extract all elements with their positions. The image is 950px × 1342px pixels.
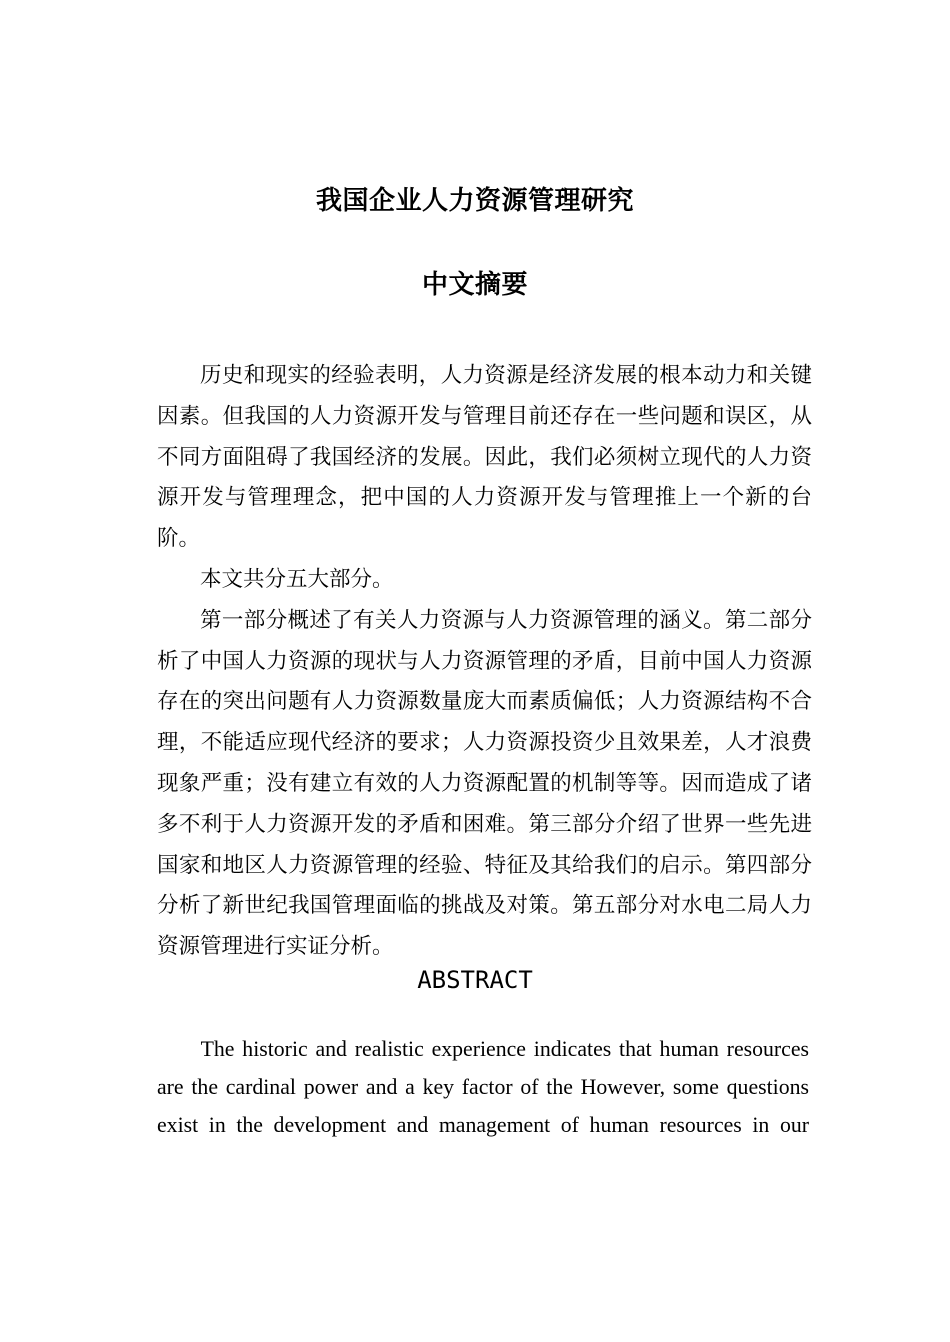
chinese-abstract-paragraph: 历史和现实的经验表明，人力资源是经济发展的根本动力和关键因素。但我国的人力资源开发与管理目前还存在一些问题和误区，从不同方面阻碍了我国经济的发展。因此，我们必须树立现代的人力资源开发与管理理念，把中国的人力资源开发与管理推上一个新的台阶。 (157, 363, 812, 552)
chinese-abstract-body (157, 356, 812, 968)
chinese-abstract-paragraph: 本文共分五大部分。 (200, 566, 394, 592)
chinese-abstract-heading: 中文摘要 (421, 270, 528, 300)
english-abstract-paragraph: The historic and realistic experience indicates that human resources are the cardinal power and a key factor of the However, some questions exist in the development and management of human resources in our (157, 1037, 809, 1137)
english-abstract-heading: ABSTRACT (417, 966, 533, 994)
chinese-abstract-paragraph: 第一部分概述了有关人力资源与人力资源管理的涵义。第二部分析了中国人力资源的现状与人力资源管理的矛盾，目前中国人力资源存在的突出问题有人力资源数量庞大而素质偏低；人力资源结构不合理，不能适应现代经济的要求；人力资源投资少且效果差，人才浪费现象严重；没有建立有效的人力资源配置的机制等等。因而造成了诸多不利于人力资源开发的矛盾和困难。第三部分介绍了世界一些先进国家和地区人力资源管理的经验、特征及其给我们的启示。第四部分分析了新世纪我国管理面临的挑战及对策。第五部分对水电二局人力资源管理进行实证分析。 (157, 607, 812, 960)
document-title: 我国企业人力资源管理研究 (315, 186, 634, 216)
english-abstract-body (157, 1030, 809, 1144)
